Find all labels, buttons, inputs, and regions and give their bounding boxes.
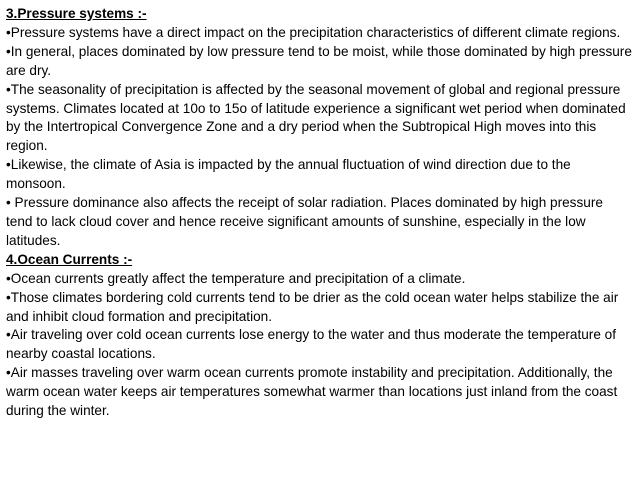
- slide-content: [6, 5, 632, 421]
- pressure-paragraph-5: • Pressure dominance also affects the receipt of solar radiation. Places dominated by high pressure tend to lack cloud cover and hence receive significant amounts of sunshine, especially in the low latitudes.: [6, 195, 603, 248]
- section-heading-pressure-systems: 3.Pressure systems :-: [6, 6, 147, 21]
- pressure-paragraph-2: •In general, places dominated by low pressure tend to be moist, while those dominated by high pressure are dry.: [6, 43, 632, 78]
- ocean-paragraph-3: •Air traveling over cold ocean currents lose energy to the water and thus moderate the temperature of nearby coastal locations.: [6, 327, 617, 362]
- ocean-paragraph-4: •Air masses traveling over warm ocean currents promote instability and precipitation. Additionally, the warm ocean water keeps air temperatures somewhat warmer than locations just inland from the coast during the winter.: [6, 365, 618, 419]
- section-heading-ocean-currents: 4.Ocean Currents :-: [6, 251, 133, 267]
- pressure-paragraph-4: •Likewise, the climate of Asia is impacted by the annual fluctuation of wind direction due to the monsoon.: [6, 157, 571, 192]
- pressure-paragraph-3: •The seasonality of precipitation is affected by the seasonal movement of global and regional pressure systems. Climates located at 10o to 15o of latitude experience a significant wet period when dominated by the Intertropical Convergence Zone and a dry period when the Subtropical High moves into this region.: [6, 81, 626, 154]
- ocean-paragraph-1: •Ocean currents greatly affect the temperature and precipitation of a climate.: [6, 270, 466, 286]
- ocean-paragraph-2: •Those climates bordering cold currents tend to be drier as the cold ocean water helps stabilize the air and inhibit cloud formation and precipitation.: [6, 289, 619, 324]
- pressure-paragraph-1: •Pressure systems have a direct impact on the precipitation characteristics of different climate regions.: [6, 24, 621, 40]
